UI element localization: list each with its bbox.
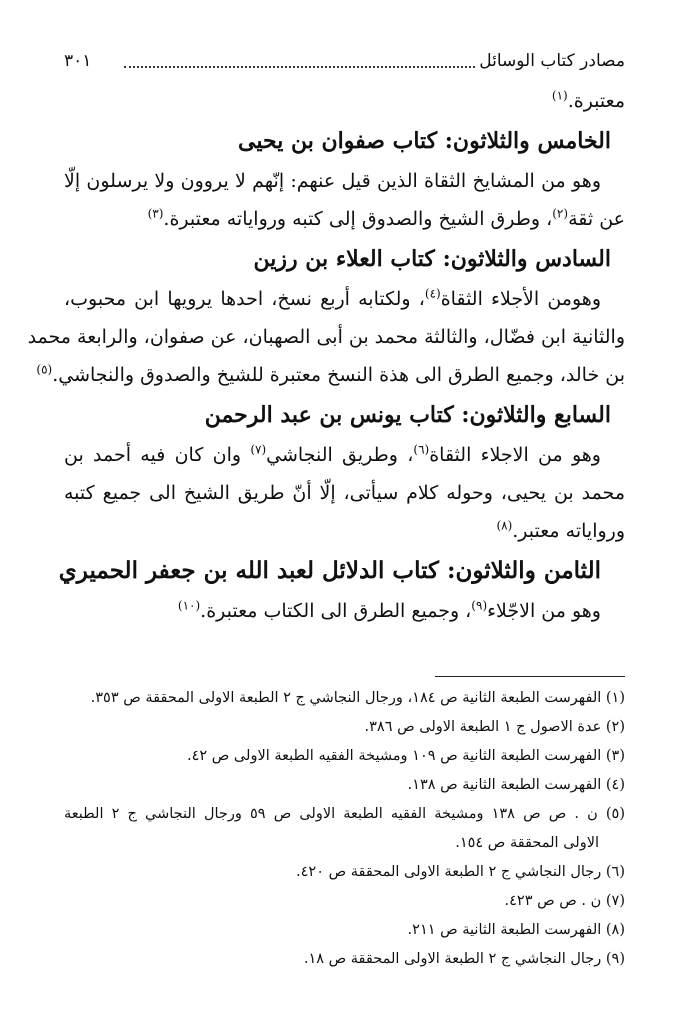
section-heading: الخامس والثلاثون: كتاب صفوان بن يحيى [238,128,611,154]
footnote-ref: (٦) [413,442,430,457]
text-line: ورواياته معتبر.$^{(٨)}$ [496,518,625,542]
footnote-ref: (١) [551,88,568,103]
footnote-ref: (٩) [471,598,488,613]
footnote-ref: (٢) [552,206,569,221]
footnote: (٥) ن . ص ص ١٣٨ ومشيخة الفقيه الطبعة الاولى ص ٥٩ ورجال النجاشي ج ٢ الطبعة [64,806,625,822]
running-header [64,46,625,76]
footnote-continuation: الاولى المحققة ص ١٥٤. [455,835,599,851]
text-line: وهو من الاجّلاء$^{(٩)}$، وجميع الطرق الى الكتاب معتبرة.$^{(١٠)}$ [177,598,601,622]
footnote-ref: (٨) [496,518,513,533]
footnote: (٣) الفهرست الطبعة الثانية ص ١٠٩ ومشيخة الفقيه الطبعة الاولى ص ٤٢. [187,748,625,764]
footnote: (٦) رجال النجاشي ج ٢ الطبعة الاولى المحققة ص ٤٢٠. [296,864,625,880]
footnote-ref: (٧) [250,442,267,457]
text-line: والثانية ابن فضّال، والثالثة محمد بن أبى الصهبان، عن صفوان، والرابعة محمد [27,326,625,348]
text-line: وهو من الاجلاء الثقاة$^{(٦)}$، وطريق النجاشي$^{(٧)}$ وان كان فيه أحمد بن [64,442,601,466]
footnote-ref: (١٠) [177,598,201,613]
text-line: وهو من المشايخ الثقاة الذين قيل عنهم: إنّهم لا يروون ولا يرسلون إلّا [64,170,601,192]
footnote: (١) الفهرست الطبعة الثانية ص ١٨٤، ورجال النجاشي ج ٢ الطبعة الاولى المحققة ص ٣٥٣. [90,690,625,706]
footnote: (٩) رجال النجاشي ج ٢ الطبعة الاولى المحققة ص ١٨. [303,951,625,967]
footnote: (٤) الفهرست الطبعة الثانية ص ١٣٨. [407,777,625,793]
section-heading: الثامن والثلاثون: كتاب الدلائل لعبد الله بن جعفر الحميري [58,557,601,584]
text-line: محمد بن يحيى، وحوله كلام سيأتى، إلّا أنّ طريق الشيخ الى جميع كتبه [64,482,625,504]
footnote-ref: (٣) [147,206,164,221]
footnote-ref: (٥) [36,362,53,377]
running-title: مصادر كتاب الوسائل [479,51,625,71]
text-line: معتبرة.$^{(١)}$ [551,88,625,112]
footnote-separator [435,676,625,677]
section-heading: السابع والثلاثون: كتاب يونس بن عبد الرحمن [204,402,611,428]
text-line: عن ثقة$^{(٢)}$، وطرق الشيخ والصدوق إلى كتبه ورواياته معتبرة.$^{(٣)}$ [147,206,625,230]
dot-leader [124,46,475,68]
footnotes [64,684,625,974]
footnote: (٢) عدة الاصول ج ١ الطبعة الاولى ص ٣٨٦. [364,719,625,735]
text-line: بن خالد، وجميع الطرق الى هذة النسخ معتبرة للشيخ والصدوق والنجاشي.$^{(٥)}$ [36,362,625,386]
main-text [27,82,625,630]
footnote-ref: (٤) [424,286,441,301]
section-heading: السادس والثلاثون: كتاب العلاء بن رزين [253,246,611,272]
page-number: ٣٠١ [64,51,92,71]
footnote: (٨) الفهرست الطبعة الثانية ص ٢١١. [407,922,625,938]
text-line: وهومن الأجلاء الثقاة$^{(٤)}$، ولكتابه أربع نسخ، احدها يرويها ابن محبوب، [64,286,601,310]
footnote: (٧) ن . ص ص ٤٢٣. [504,893,625,909]
